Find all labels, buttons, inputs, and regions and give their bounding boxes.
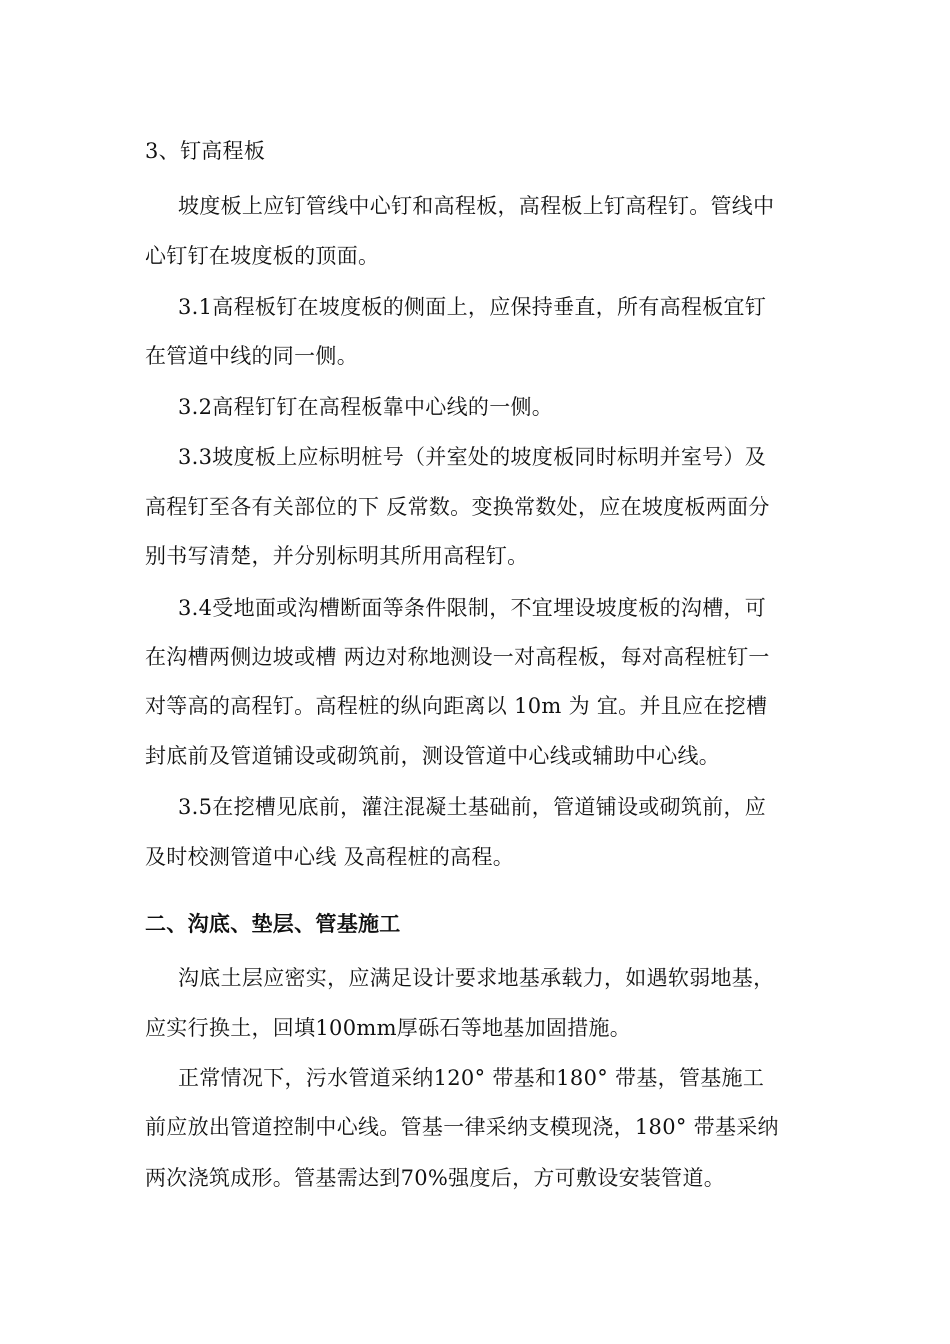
paragraph-line: 别书写清楚，并分别标明其所用高程钉。 [145,544,529,568]
paragraph-line: 3.5在挖槽见底前，灌注混凝土基础前，管道铺设或砌筑前，应 [178,795,767,819]
section-3-title: 3、钉高程板 [145,139,266,163]
paragraph-line: 两次浇筑成形。管基需达到70%强度后，方可敷设安装管道。 [145,1166,726,1190]
paragraph-line: 对等高的高程钉。高程桩的纵向距离以 10m 为 宜。并且应在挖槽 [145,694,768,718]
paragraph-line: 3.3坡度板上应标明桩号（并室处的坡度板同时标明并室号）及 [178,445,767,469]
paragraph-line: 3.4受地面或沟槽断面等条件限制，不宜埋设坡度板的沟槽，可 [178,596,767,620]
paragraph-line: 高程钉至各有关部位的下 反常数。变换常数处，应在坡度板两面分 [145,495,770,519]
paragraph-line: 在管道中线的同一侧。 [145,344,358,368]
paragraph-line: 封底前及管道铺设或砌筑前，测设管道中心线或辅助中心线。 [145,744,721,768]
paragraph-line: 3.1高程板钉在坡度板的侧面上，应保持垂直，所有高程板宜钉 [178,295,767,319]
section-2-heading: 二、沟底、垫层、管基施工 [145,912,401,936]
paragraph-line: 沟底土层应密实，应满足设计要求地基承载力，如遇软弱地基， [178,966,775,990]
paragraph-line: 3.2高程钉钉在高程板靠中心线的一侧。 [178,395,554,419]
paragraph-line: 心钉钉在坡度板的顶面。 [145,244,380,268]
paragraph-line: 前应放出管道控制中心线。管基一律采纳支模现浇，180° 带基采纳 [145,1115,779,1139]
paragraph-line: 应实行换土，回填100mm厚砾石等地基加固措施。 [145,1016,632,1040]
paragraph-line: 及时校测管道中心线 及高程桩的高程。 [145,845,515,869]
paragraph-line: 在沟槽两侧边坡或槽 两边对称地测设一对高程板，每对高程桩钉一 [145,645,770,669]
paragraph-line: 正常情况下，污水管道采纳120° 带基和180° 带基，管基施工 [178,1066,765,1090]
paragraph-line: 坡度板上应钉管线中心钉和高程板，高程板上钉高程钉。管线中 [178,194,775,218]
